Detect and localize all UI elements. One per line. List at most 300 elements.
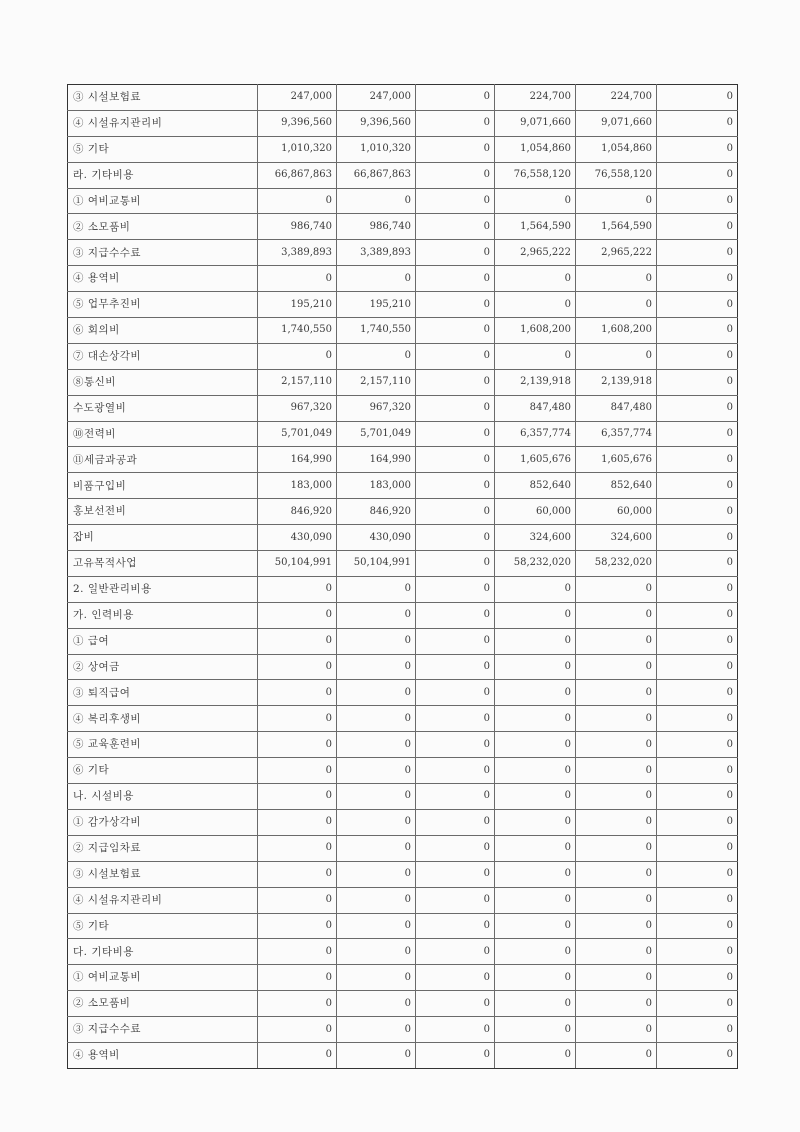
row-label: ③ 시설보험료 — [68, 85, 258, 111]
amount-cell-col5: 852,640 — [576, 473, 657, 499]
amount-cell-col4: 0 — [495, 835, 576, 861]
table-row — [68, 913, 738, 939]
amount-cell-col2: 430,090 — [337, 525, 416, 551]
row-label: ② 지급임차료 — [68, 835, 258, 861]
amount-cell-col3: 0 — [416, 369, 495, 395]
amount-cell-col2: 0 — [337, 343, 416, 369]
amount-cell-col3: 0 — [416, 628, 495, 654]
amount-cell-col1: 0 — [258, 706, 337, 732]
row-label: 비품구입비 — [68, 473, 258, 499]
amount-cell-col6: 0 — [657, 809, 738, 835]
amount-cell-col6: 0 — [657, 214, 738, 240]
row-label: ④ 용역비 — [68, 1042, 258, 1068]
amount-cell-col4: 0 — [495, 991, 576, 1017]
amount-cell-col1: 0 — [258, 861, 337, 887]
amount-cell-col3: 0 — [416, 706, 495, 732]
amount-cell-col2: 0 — [337, 680, 416, 706]
amount-cell-col4: 2,965,222 — [495, 240, 576, 266]
amount-cell-col2: 986,740 — [337, 214, 416, 240]
row-label: 홍보선전비 — [68, 499, 258, 525]
amount-cell-col3: 0 — [416, 602, 495, 628]
amount-cell-col2: 0 — [337, 887, 416, 913]
amount-cell-col5: 60,000 — [576, 499, 657, 525]
amount-cell-col3: 0 — [416, 1042, 495, 1068]
amount-cell-col6: 0 — [657, 1042, 738, 1068]
amount-cell-col5: 1,054,860 — [576, 136, 657, 162]
amount-cell-col3: 0 — [416, 835, 495, 861]
amount-cell-col6: 0 — [657, 654, 738, 680]
amount-cell-col3: 0 — [416, 240, 495, 266]
amount-cell-col4: 0 — [495, 188, 576, 214]
amount-cell-col1: 0 — [258, 939, 337, 965]
amount-cell-col1: 0 — [258, 732, 337, 758]
amount-cell-col3: 0 — [416, 499, 495, 525]
amount-cell-col6: 0 — [657, 162, 738, 188]
amount-cell-col5: 0 — [576, 292, 657, 318]
amount-cell-col1: 1,010,320 — [258, 136, 337, 162]
amount-cell-col3: 0 — [416, 266, 495, 292]
amount-cell-col6: 0 — [657, 965, 738, 991]
amount-cell-col1: 0 — [258, 835, 337, 861]
table-row — [68, 525, 738, 551]
amount-cell-col2: 3,389,893 — [337, 240, 416, 266]
amount-cell-col6: 0 — [657, 784, 738, 810]
amount-cell-col3: 0 — [416, 447, 495, 473]
amount-cell-col1: 846,920 — [258, 499, 337, 525]
amount-cell-col5: 0 — [576, 991, 657, 1017]
row-label: ① 여비교통비 — [68, 965, 258, 991]
ledger-body — [68, 85, 738, 1069]
row-label: 가. 인력비용 — [68, 602, 258, 628]
amount-cell-col1: 1,740,550 — [258, 318, 337, 344]
amount-cell-col3: 0 — [416, 991, 495, 1017]
amount-cell-col2: 0 — [337, 576, 416, 602]
amount-cell-col4: 58,232,020 — [495, 551, 576, 577]
amount-cell-col2: 0 — [337, 861, 416, 887]
table-row — [68, 318, 738, 344]
amount-cell-col5: 0 — [576, 861, 657, 887]
amount-cell-col1: 3,389,893 — [258, 240, 337, 266]
table-row — [68, 654, 738, 680]
amount-cell-col1: 0 — [258, 784, 337, 810]
amount-cell-col6: 0 — [657, 110, 738, 136]
amount-cell-col2: 0 — [337, 266, 416, 292]
amount-cell-col1: 986,740 — [258, 214, 337, 240]
amount-cell-col3: 0 — [416, 473, 495, 499]
amount-cell-col1: 430,090 — [258, 525, 337, 551]
amount-cell-col2: 50,104,991 — [337, 551, 416, 577]
row-label: ③ 시설보험료 — [68, 861, 258, 887]
row-label: ① 급여 — [68, 628, 258, 654]
amount-cell-col5: 0 — [576, 576, 657, 602]
row-label: ③ 지급수수료 — [68, 240, 258, 266]
amount-cell-col2: 0 — [337, 628, 416, 654]
amount-cell-col4: 1,605,676 — [495, 447, 576, 473]
amount-cell-col5: 0 — [576, 784, 657, 810]
table-row — [68, 395, 738, 421]
table-row — [68, 421, 738, 447]
amount-cell-col2: 0 — [337, 939, 416, 965]
amount-cell-col6: 0 — [657, 628, 738, 654]
amount-cell-col4: 6,357,774 — [495, 421, 576, 447]
table-row — [68, 162, 738, 188]
amount-cell-col6: 0 — [657, 136, 738, 162]
amount-cell-col3: 0 — [416, 654, 495, 680]
amount-cell-col6: 0 — [657, 395, 738, 421]
amount-cell-col3: 0 — [416, 162, 495, 188]
amount-cell-col6: 0 — [657, 318, 738, 344]
row-label: ⑥ 기타 — [68, 758, 258, 784]
amount-cell-col1: 0 — [258, 343, 337, 369]
amount-cell-col2: 1,010,320 — [337, 136, 416, 162]
amount-cell-col5: 0 — [576, 965, 657, 991]
amount-cell-col6: 0 — [657, 369, 738, 395]
table-row — [68, 499, 738, 525]
table-row — [68, 551, 738, 577]
amount-cell-col5: 0 — [576, 188, 657, 214]
amount-cell-col5: 1,564,590 — [576, 214, 657, 240]
amount-cell-col1: 0 — [258, 628, 337, 654]
amount-cell-col1: 164,990 — [258, 447, 337, 473]
amount-cell-col4: 0 — [495, 1017, 576, 1043]
amount-cell-col1: 0 — [258, 680, 337, 706]
amount-cell-col5: 0 — [576, 835, 657, 861]
amount-cell-col3: 0 — [416, 758, 495, 784]
amount-cell-col4: 0 — [495, 784, 576, 810]
amount-cell-col1: 2,157,110 — [258, 369, 337, 395]
table-row — [68, 369, 738, 395]
amount-cell-col5: 1,608,200 — [576, 318, 657, 344]
amount-cell-col2: 0 — [337, 758, 416, 784]
amount-cell-col1: 0 — [258, 188, 337, 214]
amount-cell-col5: 2,965,222 — [576, 240, 657, 266]
amount-cell-col1: 0 — [258, 913, 337, 939]
amount-cell-col1: 0 — [258, 576, 337, 602]
amount-cell-col4: 0 — [495, 292, 576, 318]
row-label: ① 감가상각비 — [68, 809, 258, 835]
row-label: ⑤ 교육훈련비 — [68, 732, 258, 758]
amount-cell-col6: 0 — [657, 292, 738, 318]
table-row — [68, 861, 738, 887]
amount-cell-col5: 847,480 — [576, 395, 657, 421]
amount-cell-col6: 0 — [657, 188, 738, 214]
amount-cell-col3: 0 — [416, 1017, 495, 1043]
amount-cell-col4: 0 — [495, 939, 576, 965]
table-row — [68, 85, 738, 111]
amount-cell-col2: 0 — [337, 809, 416, 835]
amount-cell-col1: 247,000 — [258, 85, 337, 111]
amount-cell-col1: 0 — [258, 965, 337, 991]
table-row — [68, 473, 738, 499]
row-label: 고유목적사업 — [68, 551, 258, 577]
row-label: ⑧통신비 — [68, 369, 258, 395]
amount-cell-col5: 0 — [576, 343, 657, 369]
amount-cell-col5: 0 — [576, 939, 657, 965]
row-label: ② 소모품비 — [68, 214, 258, 240]
amount-cell-col6: 0 — [657, 343, 738, 369]
amount-cell-col5: 0 — [576, 602, 657, 628]
amount-cell-col5: 0 — [576, 706, 657, 732]
amount-cell-col2: 846,920 — [337, 499, 416, 525]
amount-cell-col4: 1,608,200 — [495, 318, 576, 344]
amount-cell-col2: 164,990 — [337, 447, 416, 473]
amount-cell-col5: 6,357,774 — [576, 421, 657, 447]
amount-cell-col3: 0 — [416, 395, 495, 421]
amount-cell-col5: 76,558,120 — [576, 162, 657, 188]
table-row — [68, 576, 738, 602]
amount-cell-col1: 0 — [258, 654, 337, 680]
amount-cell-col1: 183,000 — [258, 473, 337, 499]
amount-cell-col5: 9,071,660 — [576, 110, 657, 136]
amount-cell-col4: 0 — [495, 913, 576, 939]
amount-cell-col6: 0 — [657, 939, 738, 965]
amount-cell-col2: 183,000 — [337, 473, 416, 499]
amount-cell-col1: 0 — [258, 602, 337, 628]
row-label: ⑦ 대손상각비 — [68, 343, 258, 369]
amount-cell-col2: 0 — [337, 1042, 416, 1068]
amount-cell-col5: 224,700 — [576, 85, 657, 111]
amount-cell-col3: 0 — [416, 551, 495, 577]
amount-cell-col2: 5,701,049 — [337, 421, 416, 447]
table-row — [68, 266, 738, 292]
amount-cell-col6: 0 — [657, 499, 738, 525]
amount-cell-col3: 0 — [416, 525, 495, 551]
amount-cell-col3: 0 — [416, 576, 495, 602]
amount-cell-col4: 0 — [495, 965, 576, 991]
row-label: ⑤ 업무추진비 — [68, 292, 258, 318]
amount-cell-col3: 0 — [416, 110, 495, 136]
amount-cell-col3: 0 — [416, 214, 495, 240]
amount-cell-col1: 0 — [258, 758, 337, 784]
table-row — [68, 343, 738, 369]
amount-cell-col4: 0 — [495, 576, 576, 602]
row-label: ③ 지급수수료 — [68, 1017, 258, 1043]
table-row — [68, 628, 738, 654]
amount-cell-col5: 58,232,020 — [576, 551, 657, 577]
amount-cell-col2: 0 — [337, 602, 416, 628]
amount-cell-col4: 0 — [495, 809, 576, 835]
amount-cell-col6: 0 — [657, 473, 738, 499]
amount-cell-col2: 0 — [337, 991, 416, 1017]
amount-cell-col5: 0 — [576, 809, 657, 835]
amount-cell-col5: 0 — [576, 758, 657, 784]
amount-cell-col5: 0 — [576, 887, 657, 913]
amount-cell-col4: 0 — [495, 732, 576, 758]
amount-cell-col3: 0 — [416, 965, 495, 991]
table-row — [68, 939, 738, 965]
row-label: 라. 기타비용 — [68, 162, 258, 188]
table-row — [68, 240, 738, 266]
row-label: ③ 퇴직급여 — [68, 680, 258, 706]
amount-cell-col6: 0 — [657, 732, 738, 758]
row-label: ⑩전력비 — [68, 421, 258, 447]
amount-cell-col2: 0 — [337, 732, 416, 758]
amount-cell-col1: 0 — [258, 1042, 337, 1068]
amount-cell-col3: 0 — [416, 913, 495, 939]
amount-cell-col6: 0 — [657, 680, 738, 706]
amount-cell-col4: 60,000 — [495, 499, 576, 525]
amount-cell-col2: 967,320 — [337, 395, 416, 421]
row-label: ④ 시설유지관리비 — [68, 887, 258, 913]
amount-cell-col2: 247,000 — [337, 85, 416, 111]
amount-cell-col4: 0 — [495, 706, 576, 732]
amount-cell-col3: 0 — [416, 343, 495, 369]
table-row — [68, 991, 738, 1017]
amount-cell-col3: 0 — [416, 784, 495, 810]
amount-cell-col4: 0 — [495, 602, 576, 628]
row-label: ② 상여금 — [68, 654, 258, 680]
amount-cell-col6: 0 — [657, 447, 738, 473]
amount-cell-col5: 0 — [576, 680, 657, 706]
amount-cell-col2: 2,157,110 — [337, 369, 416, 395]
amount-cell-col6: 0 — [657, 991, 738, 1017]
table-row — [68, 965, 738, 991]
amount-cell-col6: 0 — [657, 525, 738, 551]
amount-cell-col5: 0 — [576, 266, 657, 292]
table-row — [68, 732, 738, 758]
amount-cell-col6: 0 — [657, 266, 738, 292]
amount-cell-col2: 0 — [337, 1017, 416, 1043]
amount-cell-col2: 0 — [337, 654, 416, 680]
amount-cell-col6: 0 — [657, 85, 738, 111]
amount-cell-col6: 0 — [657, 1017, 738, 1043]
amount-cell-col2: 195,210 — [337, 292, 416, 318]
table-row — [68, 110, 738, 136]
amount-cell-col2: 9,396,560 — [337, 110, 416, 136]
amount-cell-col5: 324,600 — [576, 525, 657, 551]
row-label: ⑥ 회의비 — [68, 318, 258, 344]
amount-cell-col5: 0 — [576, 1017, 657, 1043]
amount-cell-col2: 0 — [337, 706, 416, 732]
amount-cell-col6: 0 — [657, 602, 738, 628]
table-row — [68, 188, 738, 214]
amount-cell-col3: 0 — [416, 421, 495, 447]
amount-cell-col6: 0 — [657, 551, 738, 577]
amount-cell-col4: 76,558,120 — [495, 162, 576, 188]
table-row — [68, 292, 738, 318]
amount-cell-col5: 0 — [576, 628, 657, 654]
table-row — [68, 809, 738, 835]
amount-cell-col3: 0 — [416, 680, 495, 706]
amount-cell-col2: 0 — [337, 913, 416, 939]
amount-cell-col3: 0 — [416, 318, 495, 344]
amount-cell-col2: 0 — [337, 188, 416, 214]
amount-cell-col1: 0 — [258, 887, 337, 913]
table-row — [68, 887, 738, 913]
amount-cell-col3: 0 — [416, 188, 495, 214]
row-label: 수도광열비 — [68, 395, 258, 421]
table-row — [68, 784, 738, 810]
amount-cell-col4: 0 — [495, 861, 576, 887]
amount-cell-col1: 66,867,863 — [258, 162, 337, 188]
amount-cell-col4: 2,139,918 — [495, 369, 576, 395]
table-row — [68, 680, 738, 706]
row-label: 나. 시설비용 — [68, 784, 258, 810]
amount-cell-col4: 324,600 — [495, 525, 576, 551]
amount-cell-col2: 1,740,550 — [337, 318, 416, 344]
amount-cell-col2: 0 — [337, 784, 416, 810]
amount-cell-col4: 1,054,860 — [495, 136, 576, 162]
amount-cell-col3: 0 — [416, 939, 495, 965]
amount-cell-col1: 50,104,991 — [258, 551, 337, 577]
amount-cell-col1: 9,396,560 — [258, 110, 337, 136]
amount-cell-col6: 0 — [657, 706, 738, 732]
amount-cell-col1: 0 — [258, 809, 337, 835]
amount-cell-col6: 0 — [657, 887, 738, 913]
amount-cell-col4: 0 — [495, 887, 576, 913]
amount-cell-col6: 0 — [657, 240, 738, 266]
table-row — [68, 447, 738, 473]
amount-cell-col4: 9,071,660 — [495, 110, 576, 136]
amount-cell-col3: 0 — [416, 809, 495, 835]
amount-cell-col4: 0 — [495, 266, 576, 292]
amount-cell-col6: 0 — [657, 758, 738, 784]
amount-cell-col1: 195,210 — [258, 292, 337, 318]
amount-cell-col6: 0 — [657, 576, 738, 602]
amount-cell-col2: 0 — [337, 835, 416, 861]
amount-cell-col4: 1,564,590 — [495, 214, 576, 240]
row-label: ④ 시설유지관리비 — [68, 110, 258, 136]
amount-cell-col6: 0 — [657, 861, 738, 887]
amount-cell-col1: 0 — [258, 1017, 337, 1043]
row-label: ④ 용역비 — [68, 266, 258, 292]
amount-cell-col3: 0 — [416, 136, 495, 162]
amount-cell-col1: 0 — [258, 266, 337, 292]
amount-cell-col6: 0 — [657, 835, 738, 861]
table-row — [68, 214, 738, 240]
table-row — [68, 758, 738, 784]
amount-cell-col5: 0 — [576, 654, 657, 680]
row-label: ① 여비교통비 — [68, 188, 258, 214]
amount-cell-col4: 0 — [495, 628, 576, 654]
amount-cell-col6: 0 — [657, 421, 738, 447]
expense-ledger-table — [67, 84, 738, 1069]
table-row — [68, 602, 738, 628]
table-row — [68, 835, 738, 861]
amount-cell-col2: 0 — [337, 965, 416, 991]
amount-cell-col4: 0 — [495, 1042, 576, 1068]
amount-cell-col1: 967,320 — [258, 395, 337, 421]
amount-cell-col4: 847,480 — [495, 395, 576, 421]
amount-cell-col4: 0 — [495, 343, 576, 369]
amount-cell-col3: 0 — [416, 887, 495, 913]
amount-cell-col5: 2,139,918 — [576, 369, 657, 395]
row-label: 잡비 — [68, 525, 258, 551]
amount-cell-col5: 0 — [576, 913, 657, 939]
amount-cell-col3: 0 — [416, 292, 495, 318]
amount-cell-col4: 852,640 — [495, 473, 576, 499]
row-label: ⑤ 기타 — [68, 136, 258, 162]
row-label: ② 소모품비 — [68, 991, 258, 1017]
amount-cell-col2: 66,867,863 — [337, 162, 416, 188]
row-label: ④ 복리후생비 — [68, 706, 258, 732]
table-row — [68, 1042, 738, 1068]
amount-cell-col5: 0 — [576, 732, 657, 758]
amount-cell-col4: 0 — [495, 654, 576, 680]
table-row — [68, 706, 738, 732]
amount-cell-col6: 0 — [657, 913, 738, 939]
amount-cell-col3: 0 — [416, 732, 495, 758]
row-label: 다. 기타비용 — [68, 939, 258, 965]
amount-cell-col1: 5,701,049 — [258, 421, 337, 447]
table-row — [68, 1017, 738, 1043]
amount-cell-col1: 0 — [258, 991, 337, 1017]
row-label: ⑤ 기타 — [68, 913, 258, 939]
row-label: ⑪세금과공과 — [68, 447, 258, 473]
table-row — [68, 136, 738, 162]
amount-cell-col5: 0 — [576, 1042, 657, 1068]
amount-cell-col3: 0 — [416, 85, 495, 111]
